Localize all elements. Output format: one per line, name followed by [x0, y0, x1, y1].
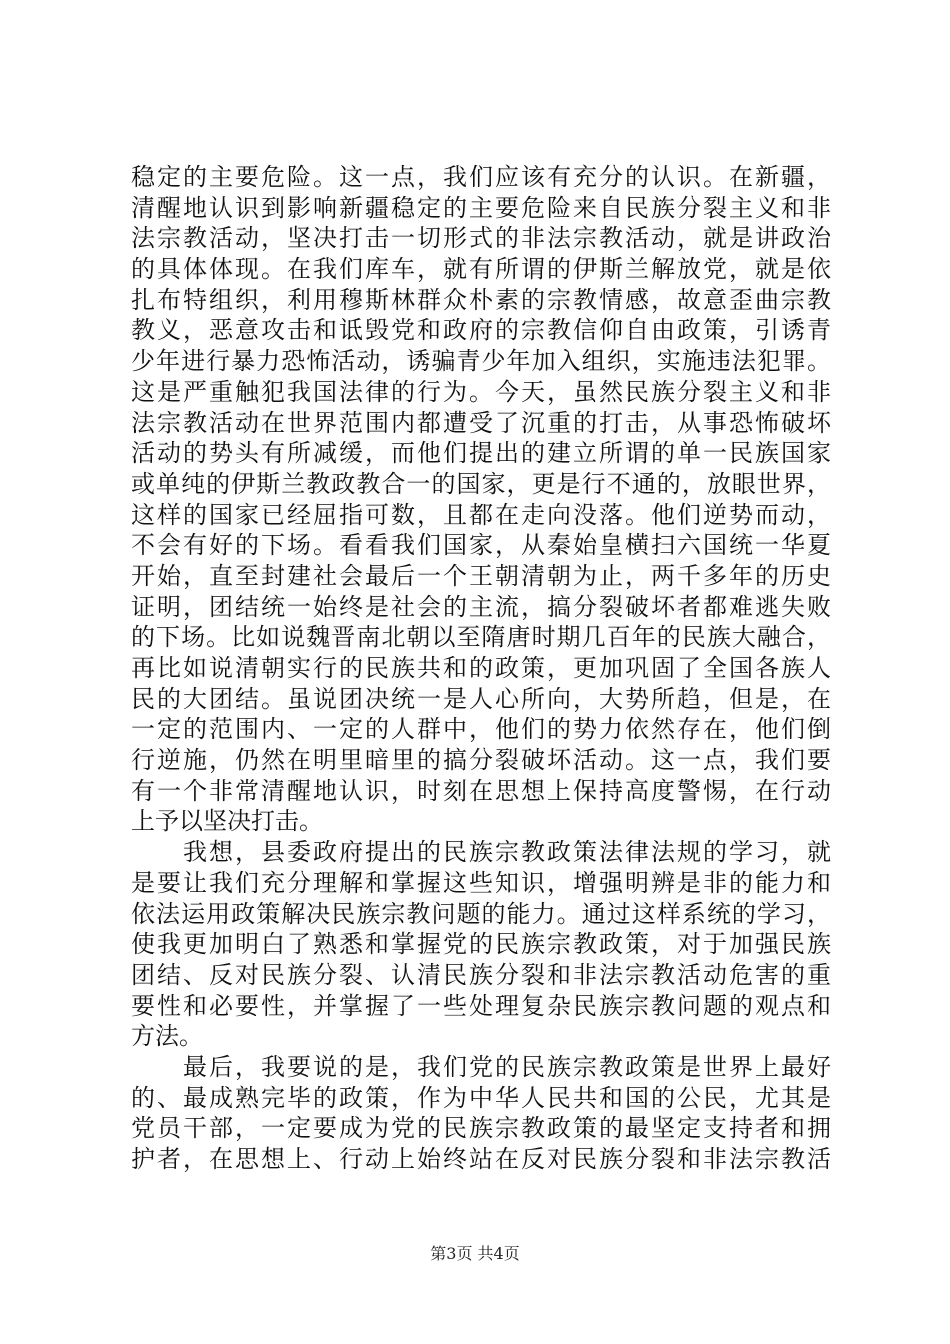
- text-line: 团结、反对民族分裂、认清民族分裂和非法宗教活动危害的重: [131, 960, 831, 989]
- text-line: 我想，县委政府提出的民族宗教政策法律法规的学习，就: [131, 838, 831, 867]
- text-line: 法宗教活动，坚决打击一切形式的非法宗教活动，就是讲政治: [131, 224, 831, 253]
- text-line: 不会有好的下场。看看我们国家，从秦始皇横扫六国统一华夏: [131, 531, 831, 560]
- body-text: [131, 162, 831, 1175]
- text-line: 这样的国家已经屈指可数，且都在走向没落。他们逆势而动，: [131, 500, 831, 529]
- text-line: 行逆施，仍然在明里暗里的搞分裂破坏活动。这一点，我们要: [131, 746, 831, 775]
- text-line: 法宗教活动在世界范围内都遭受了沉重的打击，从事恐怖破坏: [131, 408, 831, 437]
- page-footer: [0, 1244, 950, 1264]
- text-line: 再比如说清朝实行的民族共和的政策，更加巩固了全国各族人: [131, 654, 831, 682]
- text-line: 活动的势头有所减缓，而他们提出的建立所谓的单一民族国家: [131, 439, 831, 468]
- text-line: 这是严重触犯我国法律的行为。今天，虽然民族分裂主义和非: [131, 377, 831, 406]
- text-line: 的具体体现。在我们库车，就有所谓的伊斯兰解放党，就是依: [131, 255, 831, 284]
- text-line: 方法。: [131, 1022, 203, 1051]
- page-number: 第3页 共4页: [430, 1244, 520, 1263]
- text-line: 有一个非常清醒地认识，时刻在思想上保持高度警惕，在行动: [131, 776, 831, 805]
- text-line: 清醒地认识到影响新疆稳定的主要危险来自民族分裂主义和非: [131, 193, 831, 222]
- text-line: 要性和必要性，并掌握了一些处理复杂民族宗教问题的观点和: [131, 991, 831, 1020]
- text-line: 党员干部，一定要成为党的民族宗教政策的最坚定支持者和拥: [131, 1114, 831, 1143]
- text-line: 开始，直至封建社会最后一个王朝清朝为止，两千多年的历史: [131, 561, 831, 590]
- text-line: 上予以坚决打击。: [131, 807, 323, 836]
- text-line: 少年进行暴力恐怖活动，诱骗青少年加入组织，实施违法犯罪。: [131, 347, 831, 376]
- text-line: 的下场。比如说魏晋南北朝以至隋唐时期几百年的民族大融合，: [131, 623, 831, 652]
- text-line: 民的大团结。虽说团决统一是人心所向，大势所趋，但是，在: [131, 684, 831, 713]
- text-line: 教义，恶意攻击和诋毁党和政府的宗教信仰自由政策，引诱青: [131, 316, 831, 345]
- text-line: 最后，我要说的是，我们党的民族宗教政策是世界上最好: [131, 1052, 831, 1081]
- paragraph-1: [131, 162, 831, 837]
- text-line: 稳定的主要危险。这一点，我们应该有充分的认识。在新疆，: [131, 163, 831, 191]
- text-line: 使我更加明白了熟悉和掌握党的民族宗教政策，对于加强民族: [131, 930, 831, 959]
- text-line: 证明，团结统一始终是社会的主流，搞分裂破坏者都难逃失败: [131, 592, 831, 621]
- text-line: 的、最成熟完毕的政策，作为中华人民共和国的公民，尤其是: [131, 1083, 831, 1112]
- paragraph-3: [131, 1052, 831, 1175]
- paragraph-2: [131, 837, 831, 1052]
- text-line: 或单纯的伊斯兰教政教合一的国家，更是行不通的，放眼世界，: [131, 469, 831, 498]
- text-line: 护者，在思想上、行动上始终站在反对民族分裂和非法宗教活: [131, 1145, 831, 1173]
- text-line: 依法运用政策解决民族宗教问题的能力。通过这样系统的学习，: [131, 899, 831, 928]
- text-line: 扎布特组织，利用穆斯林群众朴素的宗教情感，故意歪曲宗教: [131, 285, 831, 314]
- text-line: 是要让我们充分理解和掌握这些知识，增强明辨是非的能力和: [131, 868, 831, 897]
- text-line: 一定的范围内、一定的人群中，他们的势力依然存在，他们倒: [131, 715, 831, 744]
